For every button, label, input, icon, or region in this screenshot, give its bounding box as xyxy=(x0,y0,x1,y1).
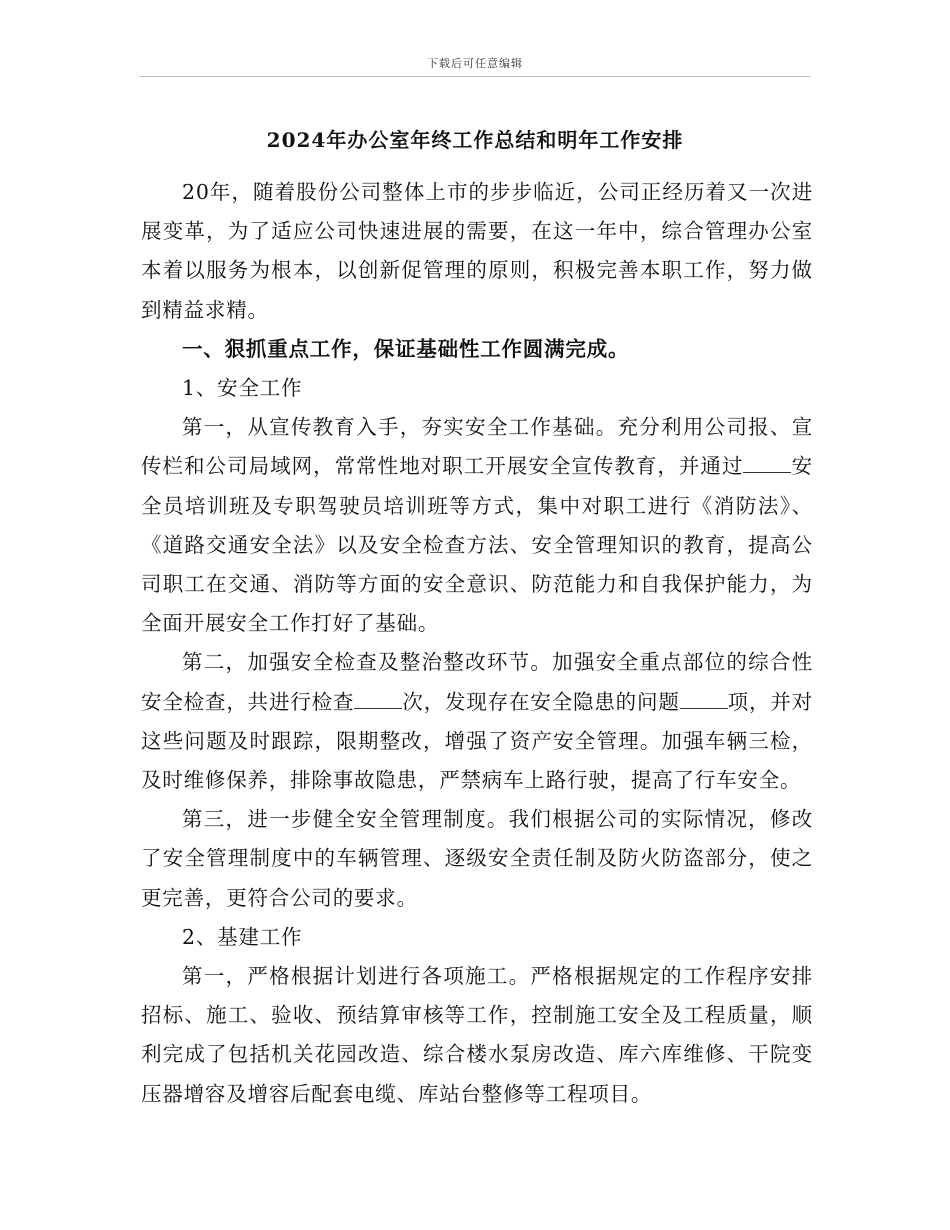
safety-paragraph-2 xyxy=(141,643,813,800)
header-divider xyxy=(140,76,810,77)
subsection-heading-safety: 1、安全工作 xyxy=(182,376,303,401)
document-body xyxy=(141,173,813,1114)
fill-in-blank xyxy=(354,690,402,709)
safety-paragraph-1-part-b: 安全员培训班及专职驾驶员培训班等方式，集中对职工进行《消防法》、《道路交通安全法》以及安全检查方法、安全管理知识的教育，提高公司职工在交通、消防等方面的安全意识、防范能力和自我保护能力，为全面开展安全工作打好了基础。 xyxy=(141,454,813,636)
safety-paragraph-3: 第三，进一步健全安全管理制度。我们根据公司的实际情况，修改了安全管理制度中的车辆管理、逐级安全责任制及防火防盗部分，使之更完善，更符合公司的要求。 xyxy=(141,807,813,910)
safety-paragraph-1 xyxy=(141,408,813,643)
fill-in-blank xyxy=(743,454,791,473)
safety-paragraph-2-part-c: 项，并对这些问题及时跟踪，限期整改，增强了资产安全管理。加强车辆三检，及时维修保养，排除事故隐患，严禁病车上路行驶，提高了行车安全。 xyxy=(141,689,814,793)
safety-paragraph-1-part-a: 第一，从宣传教育入手，夯实安全工作基础。充分利用公司报、宣传栏和公司局域网，常常性地对职工开展安全宣传教育，并通过 xyxy=(141,415,813,479)
subsection-heading-construction: 2、基建工作 xyxy=(182,924,303,949)
fill-in-blank xyxy=(680,690,728,709)
header-note: 下载后可任意编辑 xyxy=(427,57,523,70)
section-heading-1: 一、狠抓重点工作，保证基础性工作圆满完成。 xyxy=(182,336,630,361)
intro-paragraph: 20年，随着股份公司整体上市的步步临近，公司正经历着又一次进展变革，为了适应公司快速进展的需要，在这一年中，综合管理办公室本着以服务为根本，以创新促管理的原则，积极完善本职工作，努力做到精益求精。 xyxy=(141,180,813,322)
document-title: 2024年办公室年终工作总结和明年工作安排 xyxy=(266,128,684,152)
construction-paragraph-1: 第一，严格根据计划进行各项施工。严格根据规定的工作程序安排招标、施工、验收、预结算审核等工作，控制施工安全及工程质量，顺利完成了包括机关花园改造、综合楼水泵房改造、库六库维修、干院变压器增容及增容后配套电缆、库站台整修等工程项目。 xyxy=(141,964,813,1106)
safety-paragraph-2-part-a: 第二，加强安全检查及整治整改环节。加强安全重点部位的综合性安全检查，共进行检查 xyxy=(141,650,813,714)
safety-paragraph-2-part-b: 次，发现存在安全隐患的问题 xyxy=(402,689,680,714)
